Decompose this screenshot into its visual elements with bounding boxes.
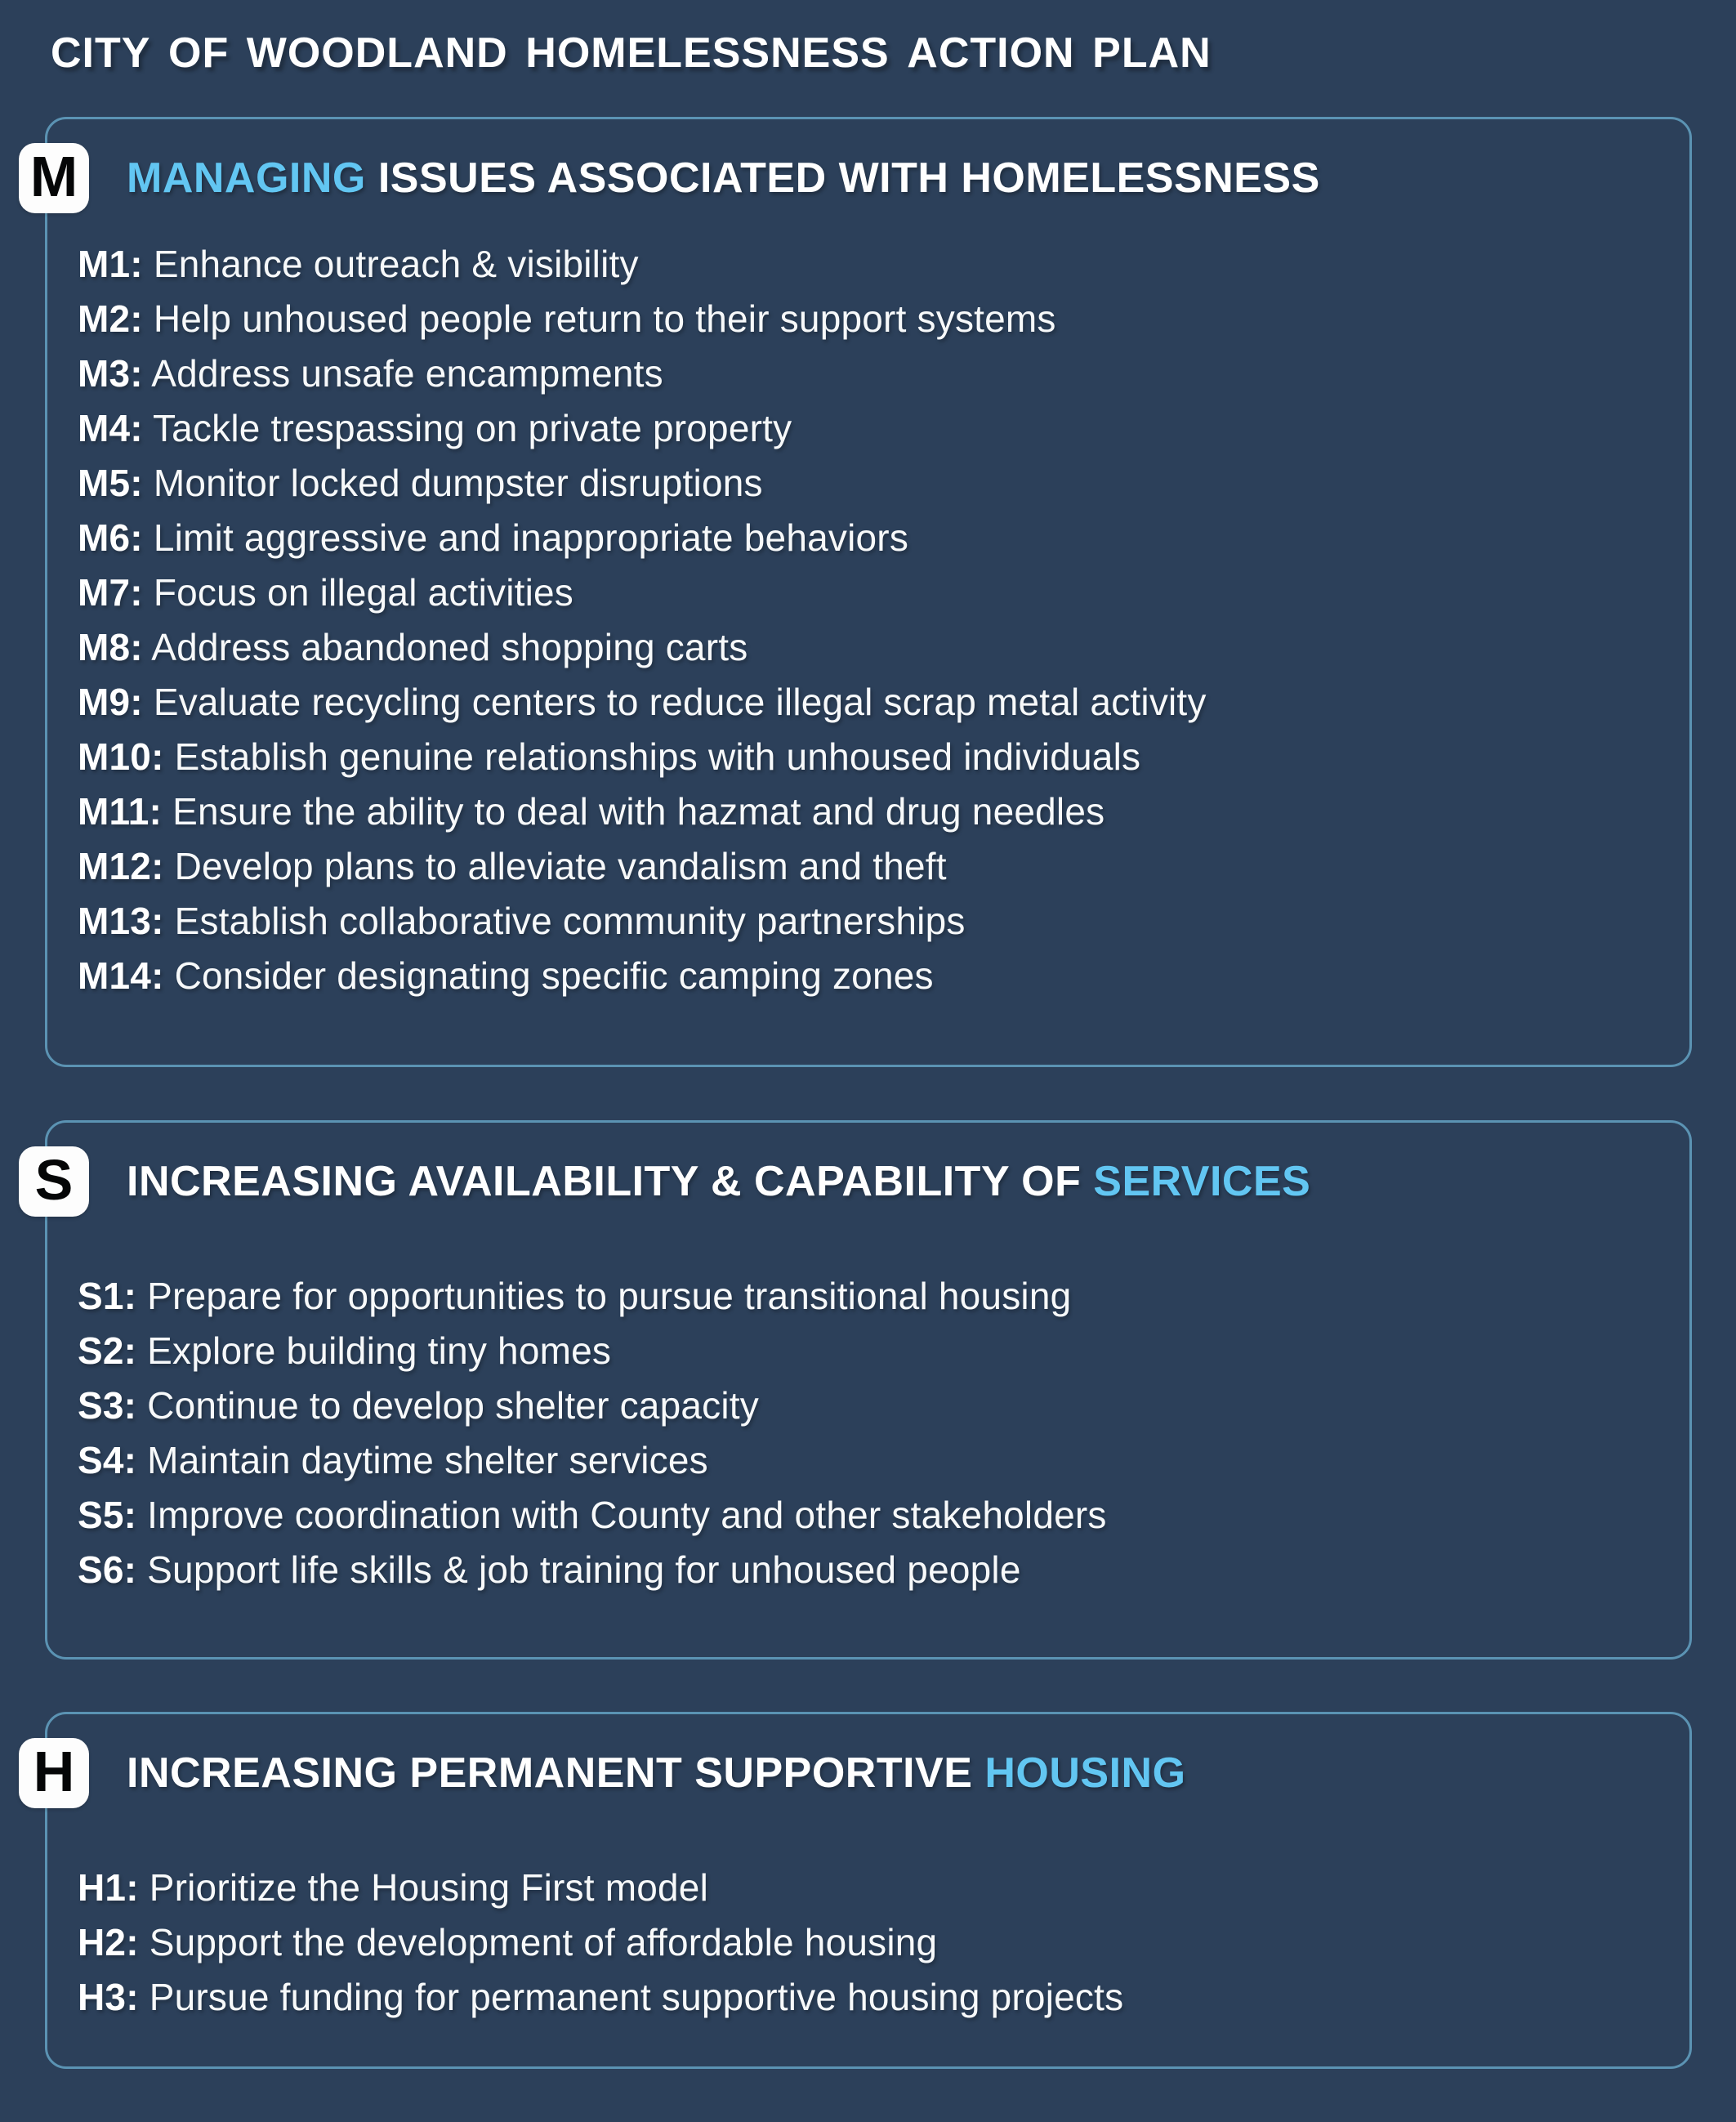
section-title-rest: INCREASING AVAILABILITY & CAPABILITY OF	[127, 1158, 1094, 1205]
list-item-text: Consider designating specific camping zones	[174, 954, 934, 997]
list-item	[78, 730, 1703, 784]
list-item-text: Help unhoused people return to their support systems	[153, 297, 1056, 340]
list-item-text: Address unsafe encampments	[151, 352, 663, 395]
section-badge-h	[19, 1738, 89, 1808]
list-item-key: M11:	[78, 790, 163, 833]
list-item-key: S2:	[78, 1329, 137, 1372]
section-title-services	[127, 1159, 1310, 1204]
list-item-key: S1:	[78, 1275, 137, 1317]
list-item-key: M2:	[78, 297, 143, 340]
list-item-key: M6:	[78, 516, 143, 559]
list-item-key: S3:	[78, 1384, 137, 1427]
list-item	[78, 1915, 1703, 1970]
list-item-text: Address abandoned shopping carts	[151, 626, 748, 668]
list-item-text: Develop plans to alleviate vandalism and theft	[174, 845, 947, 887]
list-item	[78, 1543, 1703, 1597]
section-header-services	[19, 1146, 1310, 1217]
list-item-text: Establish collaborative community partnerships	[174, 900, 966, 942]
list-item-text: Pursue funding for permanent supportive housing projects	[149, 1976, 1124, 2018]
section-title-accent: HOUSING	[984, 1749, 1186, 1797]
page-title: city of woodland homelessness action plan	[51, 12, 1212, 80]
section-badge-letter: H	[33, 1740, 75, 1803]
list-item-text: Focus on illegal activities	[153, 571, 573, 614]
section-title-accent: MANAGING	[127, 154, 366, 202]
list-item	[78, 292, 1703, 346]
list-item	[78, 784, 1703, 839]
section-header-managing	[19, 143, 1320, 213]
list-item-key: M1:	[78, 243, 143, 285]
section-header-housing	[19, 1738, 1186, 1808]
list-item	[78, 511, 1703, 565]
section-list-services	[78, 1269, 1703, 1597]
list-item	[78, 675, 1703, 730]
list-item-text: Prepare for opportunities to pursue transitional housing	[147, 1275, 1072, 1317]
list-item-text: Establish genuine relationships with unhoused individuals	[174, 735, 1141, 778]
list-item-text: Ensure the ability to deal with hazmat and drug needles	[172, 790, 1105, 833]
list-item-text: Enhance outreach & visibility	[153, 243, 639, 285]
list-item-text: Explore building tiny homes	[147, 1329, 612, 1372]
list-item-key: H1:	[78, 1866, 139, 1909]
list-item	[78, 620, 1703, 675]
list-item-text: Monitor locked dumpster disruptions	[153, 462, 763, 504]
list-item-text: Evaluate recycling centers to reduce illegal scrap metal activity	[153, 681, 1207, 723]
section-list-managing	[78, 237, 1703, 1003]
section-title-accent: SERVICES	[1093, 1158, 1311, 1205]
section-title-managing	[127, 155, 1320, 201]
list-item-text: Improve coordination with County and other stakeholders	[147, 1494, 1107, 1536]
list-item-text: Continue to develop shelter capacity	[147, 1384, 759, 1427]
section-badge-s	[19, 1146, 89, 1217]
list-item-key: M7:	[78, 571, 143, 614]
list-item	[78, 1378, 1703, 1433]
list-item-key: M9:	[78, 681, 143, 723]
list-item	[78, 346, 1703, 401]
section-badge-letter: M	[29, 145, 78, 208]
list-item-key: M10:	[78, 735, 164, 778]
list-item-key: M13:	[78, 900, 164, 942]
list-item-key: M3:	[78, 352, 143, 395]
list-item-text: Prioritize the Housing First model	[149, 1866, 708, 1909]
section-title-rest: INCREASING PERMANENT SUPPORTIVE	[127, 1749, 985, 1797]
list-item-text: Support the development of affordable housing	[149, 1921, 938, 1963]
list-item-text: Tackle trespassing on private property	[152, 407, 792, 449]
list-item-key: M4:	[78, 407, 143, 449]
list-item-key: S4:	[78, 1439, 137, 1481]
list-item-text: Support life skills & job training for unhoused people	[147, 1548, 1021, 1591]
section-title-housing	[127, 1750, 1186, 1796]
list-item-key: M8:	[78, 626, 143, 668]
list-item-key: S5:	[78, 1494, 137, 1536]
list-item	[78, 456, 1703, 511]
list-item-key: M5:	[78, 462, 143, 504]
list-item	[78, 1269, 1703, 1324]
list-item	[78, 894, 1703, 949]
list-item-key: H2:	[78, 1921, 139, 1963]
list-item-key: H3:	[78, 1976, 139, 2018]
list-item-key: M12:	[78, 845, 164, 887]
section-badge-m	[19, 143, 89, 213]
section-badge-letter: S	[34, 1148, 74, 1212]
list-item	[78, 237, 1703, 292]
list-item	[78, 1861, 1703, 1915]
list-item-text: Maintain daytime shelter services	[147, 1439, 708, 1481]
list-item	[78, 1433, 1703, 1488]
list-item-key: M14:	[78, 954, 164, 997]
list-item	[78, 1488, 1703, 1543]
list-item	[78, 1970, 1703, 2025]
list-item	[78, 1324, 1703, 1378]
section-list-housing	[78, 1861, 1703, 2025]
section-title-rest: ISSUES ASSOCIATED WITH HOMELESSNESS	[365, 154, 1320, 202]
list-item-key: S6:	[78, 1548, 137, 1591]
list-item	[78, 565, 1703, 620]
list-item-text: Limit aggressive and inappropriate behaviors	[153, 516, 909, 559]
list-item	[78, 401, 1703, 456]
list-item	[78, 949, 1703, 1003]
list-item	[78, 839, 1703, 894]
